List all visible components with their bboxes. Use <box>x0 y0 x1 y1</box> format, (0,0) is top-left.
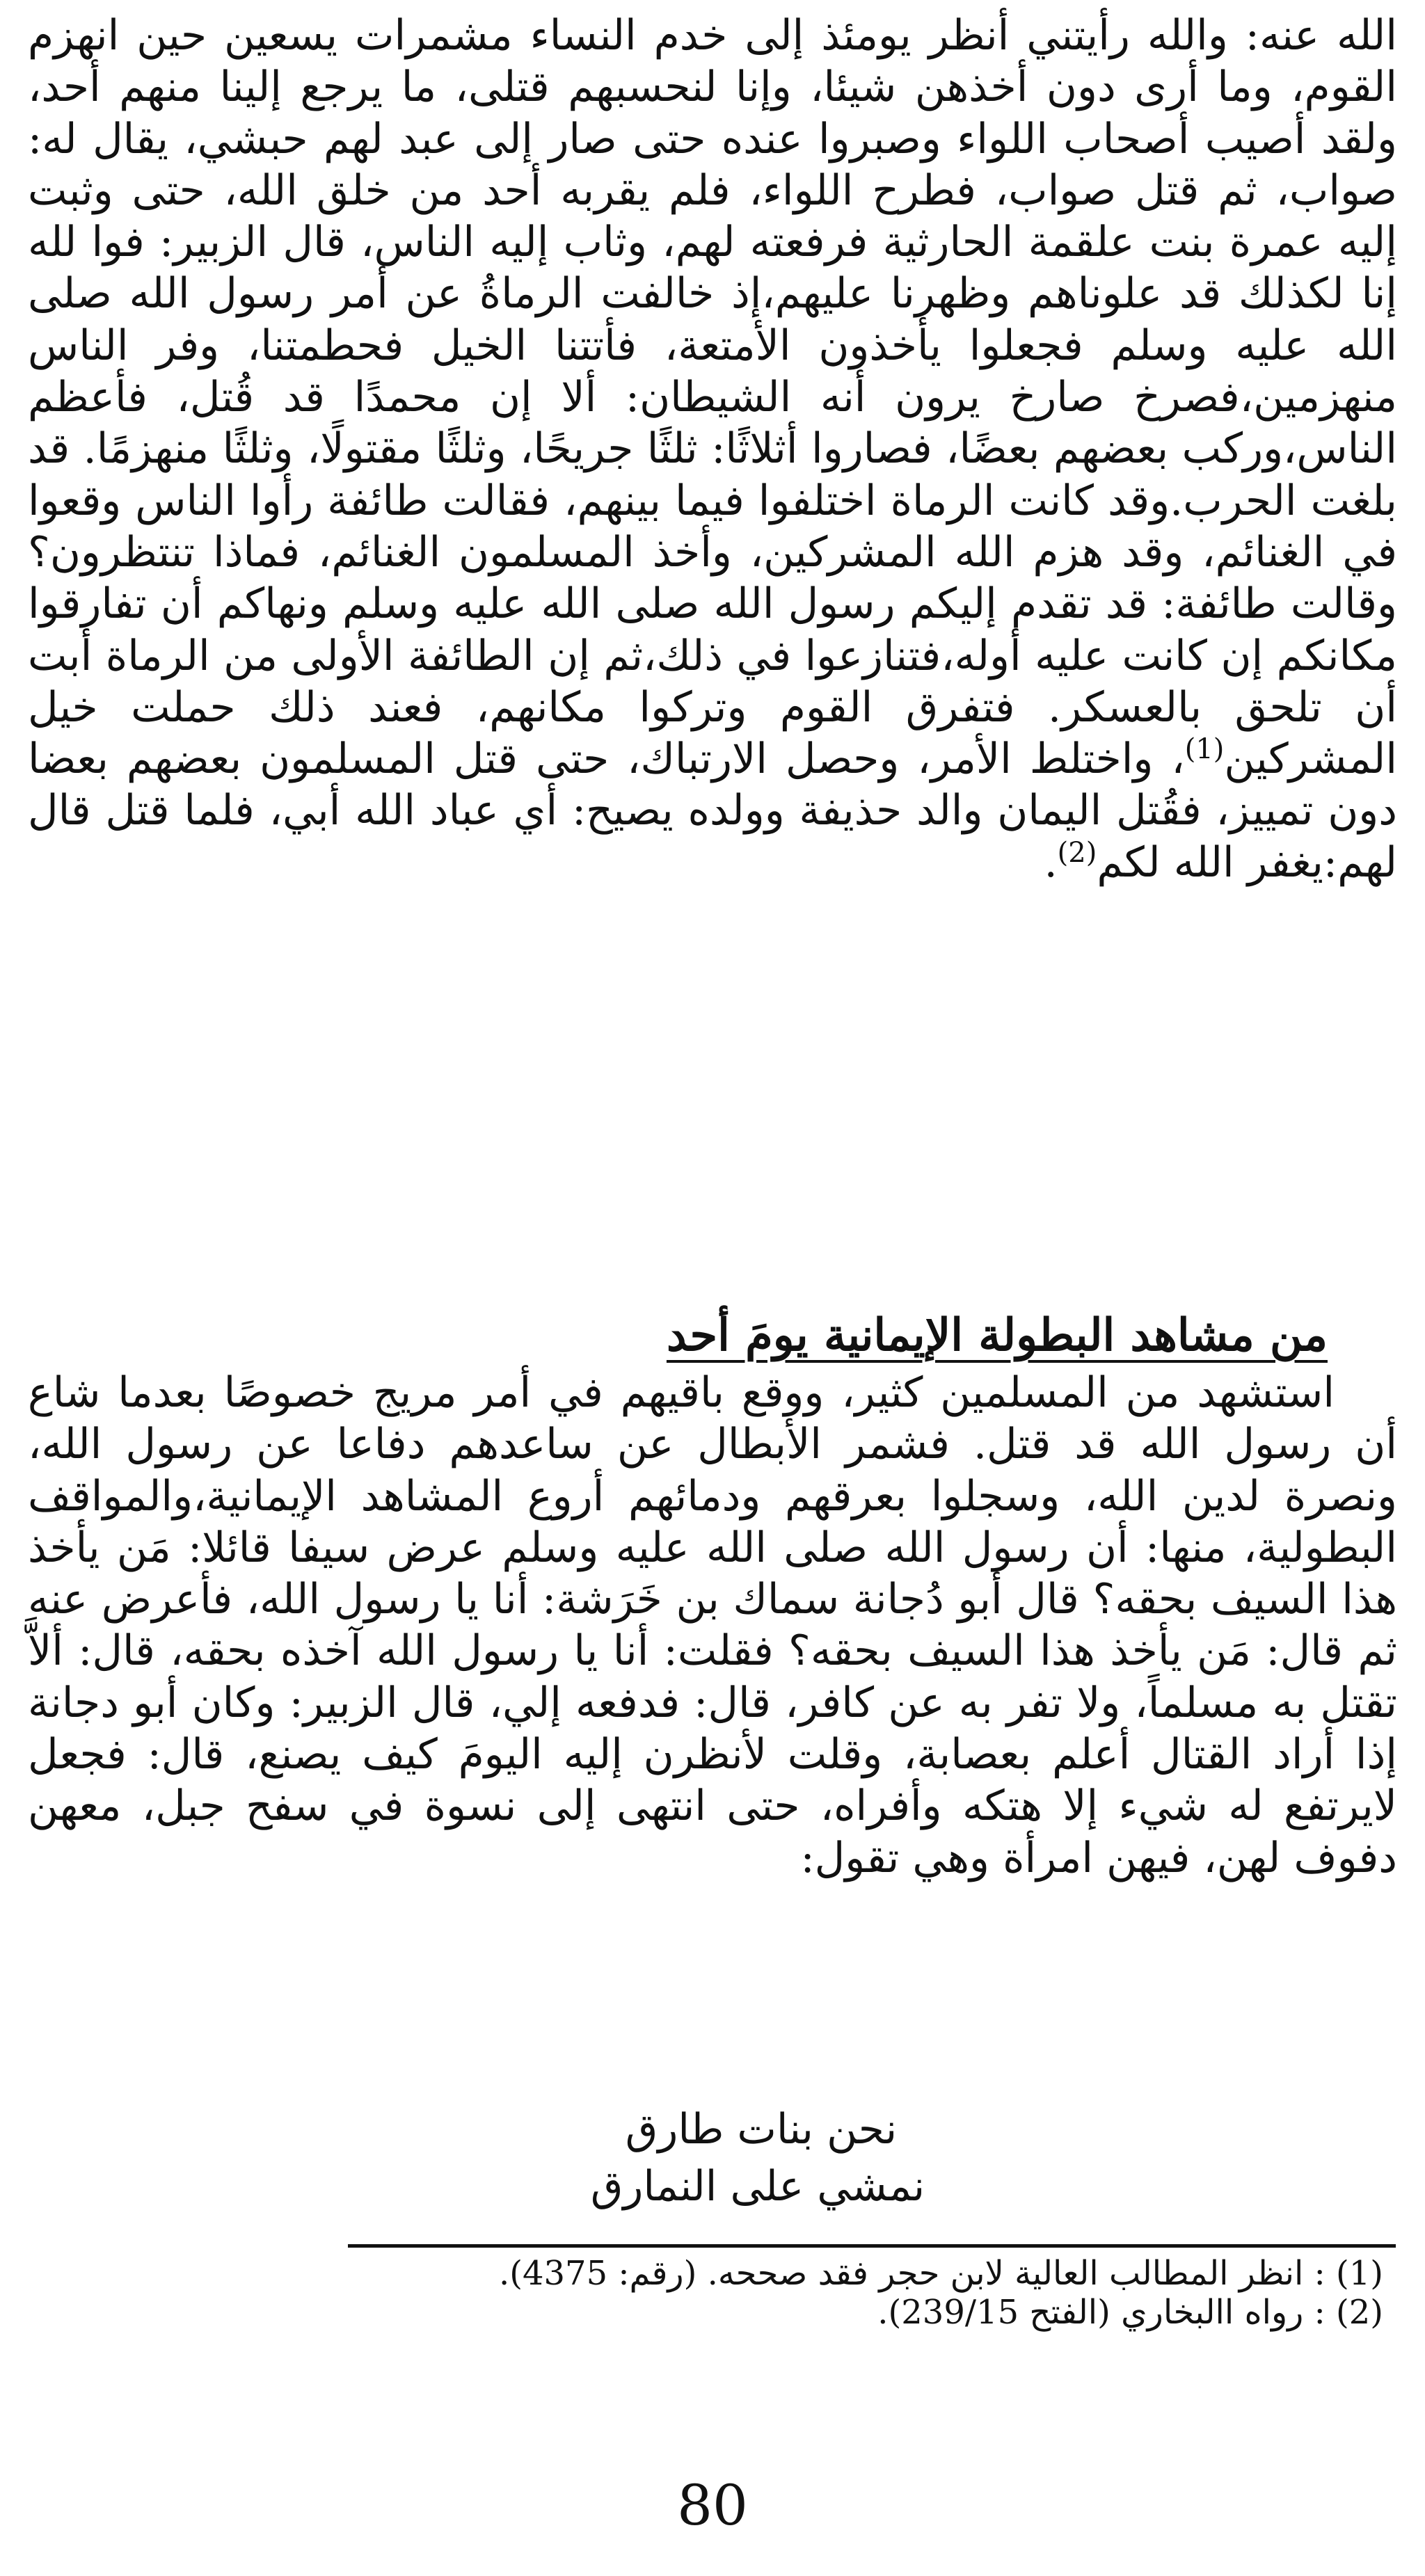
footnote-item: (2) : رواه االبخاري (الفتح 239/15). <box>877 2293 1383 2332</box>
paragraph-top-text: الله عنه: والله رأيتني أنظر يومئذ إلى خدم النساء مشمرات يسعين حين انهزم القوم، وما أرى دون أخذهن شيئا، وإنا لنحسبهم قتلى، ما يرجع إلينا منهم أحد، ولقد أصيب أصحاب اللواء وصبروا عنده حتى صار إلى عبد لهم حبشي، يقال له: صواب، ثم قتل صواب، فطرح اللواء، فلم يقربه أحد من خلق الله، حتى وثبت إليه عمرة بنت علقمة الحارثية فرفعته لهم، وثاب إليه الناس، قال الزبير: فوا لله إنا لكذلك قد علوناهم وظهرنا عليهم،إذ خالفت الرماةُ عن أمر رسول الله صلى الله عليه وسلم فجعلوا يأخذون الأمتعة، فأتتنا الخيل فحطمتنا، وفر الناس منهزمين،فصرخ صارخ يرون أنه الشيطان: ألا إن محمدًا قد قُتل، فأعظم الناس،وركب بعضهم بعضًا، فصاروا أثلاثًا: ثلثًا جريحًا، وثلثًا مقتولًا، وثلثًا منهزمًا. قد بلغت الحرب.وقد كانت الرماة اختلفوا فيما بينهم، فقالت طائفة رأوا الناس وقعوا في الغنائم، وقد هزم الله المشركين، وأخذ المسلمون الغنائم، فماذا تنتظرون؟ وقالت طائفة: قد تقدم إليكم رسول الله صلى الله عليه وسلم ونهاكم أن تفارقوا مكانكم إن كانت عليه أوله،فتنازعوا في ذلك،ثم إن الطائفة الأولى من الرماة أبت أن تلحق بالعسكر. فتفرق القوم وتركوا مكانهم، فعند ذلك حملت خيل المشركين <box>28 11 1397 784</box>
section-heading <box>28 1308 1328 1363</box>
poem-verse <box>28 2101 1397 2215</box>
footnote-ref-2: (2) <box>1057 836 1097 869</box>
footnotes-list <box>42 2254 1383 2332</box>
page-number: 80 <box>677 2473 748 2538</box>
footnote-item: (1) : انظر المطالب العالية لابن حجر فقد صححه. (رقم: 4375). <box>498 2254 1383 2293</box>
paragraph-second: استشهد من المسلمين كثير، ووقع باقيهم في أمر مريج خصوصًا بعدما شاع أن رسول الله قد قتل. فشمر الأبطال عن ساعدهم دفاعا عن رسول الله، ونصرة لدين الله، وسجلوا بعرقهم ودمائهم أروع المشاهد الإيمانية،والمواقف البطولية، منها: أن رسول الله صلى الله عليه وسلم عرض سيفا قائلا: مَن يأخذ هذا السيف بحقه؟ قال أبو دُجانة سماك بن خَرَشة: أنا يا رسول الله، فأعرض عنه ثم قال: مَن يأخذ هذا السيف بحقه؟ فقلت: أنا يا رسول الله آخذه بحقه، قال: ألاَّ تقتل به مسلماً، ولا تفر به عن كافر، قال: فدفعه إلي، قال الزبير: وكان أبو دجانة إذا أراد القتال أعلم بعصابة، وقلت لأنظرن إليه اليومَ كيف يصنع، قال: فجعل لايرتفع له شيء إلا هتكه وأفراه، حتى انتهى إلى نسوة في سفح جبل، معهن دفوف لهن، فيهن امرأة وهي تقول: <box>28 1368 1397 1882</box>
footnote-divider <box>348 2244 1396 2248</box>
poem-line: نمشي على النمارق <box>590 2162 925 2211</box>
paragraph-top <box>28 10 1397 888</box>
footnote-ref-1: (1) <box>1184 733 1225 766</box>
paragraph-top-continuation: ، واختلط الأمر، وحصل الارتباك، حتى قتل المسلمون بعضهم بعضا دون تمييز، فقُتل اليمان والد حذيفة وولده يصيح: أي عباد الله أبي، فلما قتل قال لهم:يغفر الله لكم <box>28 735 1397 887</box>
paragraph-top-end: . <box>1044 838 1058 887</box>
section-heading-text: من مشاهد البطولة الإيمانية يومَ أحد <box>666 1309 1328 1361</box>
poem-line: نحن بنات طارق <box>625 2105 898 2154</box>
